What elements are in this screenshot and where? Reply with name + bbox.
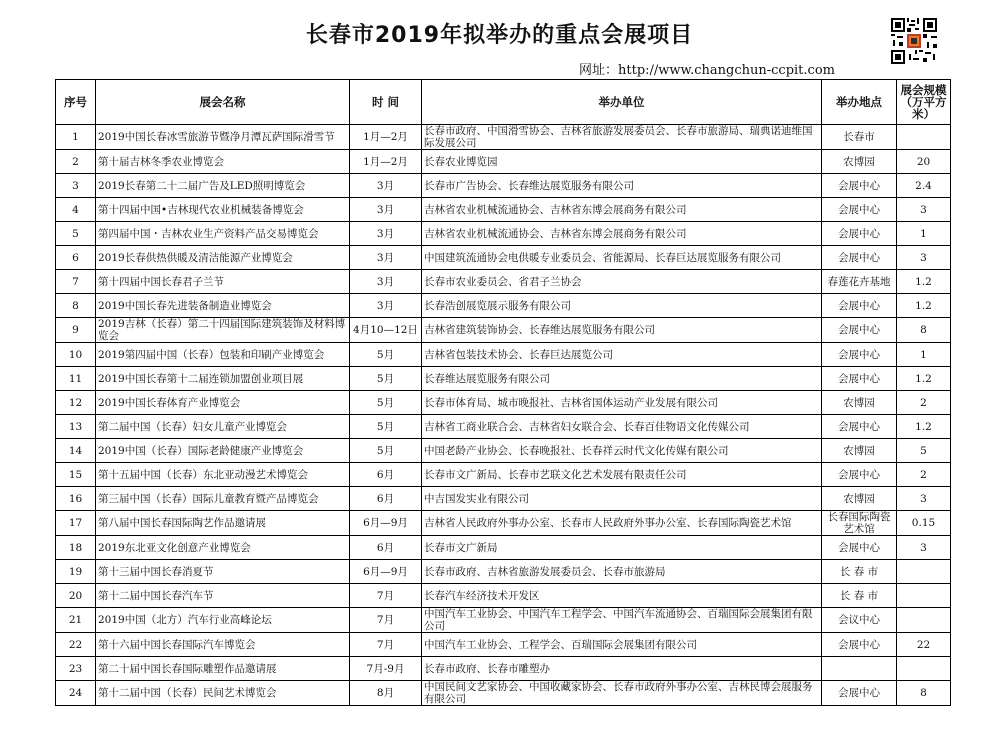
event-time: 3月 [350,198,422,222]
event-name: 2019吉林（长春）第二十四届国际建筑装饰及材料博览会 [96,318,350,343]
table-row [56,657,951,681]
table-row [56,294,951,318]
event-name: 2019长春第二十二届广告及LED照明博览会 [96,174,350,198]
event-place: 会展中心 [822,681,897,706]
event-organizer: 吉林省工商业联合会、吉林省妇女联合会、长春百佳物语文化传媒公司 [422,415,822,439]
row-number: 11 [56,367,96,391]
event-scale [897,608,951,633]
event-scale: 1.2 [897,294,951,318]
event-place: 会展中心 [822,174,897,198]
event-organizer: 长春浩创展览展示服务有限公司 [422,294,822,318]
event-name: 2019中国长春第十二届连锁加盟创业项目展 [96,367,350,391]
event-place: 会展中心 [822,633,897,657]
column-header-name: 展会名称 [96,80,350,125]
event-name: 2019中国长春冰雪旅游节暨净月潭瓦萨国际滑雪节 [96,125,350,150]
event-place: 会展中心 [822,343,897,367]
events-table [55,79,951,706]
table-row [56,463,951,487]
row-number: 21 [56,608,96,633]
event-scale: 3 [897,487,951,511]
event-name: 第十二届中国长春汽车节 [96,584,350,608]
event-time: 6月—9月 [350,560,422,584]
event-time: 5月 [350,367,422,391]
event-place: 农博园 [822,391,897,415]
event-organizer: 长春市农业委员会、省君子兰协会 [422,270,822,294]
table-row [56,511,951,536]
event-organizer: 长春汽车经济技术开发区 [422,584,822,608]
event-scale: 0.15 [897,511,951,536]
table-row [56,246,951,270]
event-place: 农博园 [822,150,897,174]
event-time: 7月-9月 [350,657,422,681]
table-row [56,270,951,294]
row-number: 23 [56,657,96,681]
event-time: 6月 [350,536,422,560]
column-header-organizer: 举办单位 [422,80,822,125]
event-organizer: 长春市政府、吉林省旅游发展委员会、长春市旅游局 [422,560,822,584]
table-row [56,125,951,150]
event-organizer: 长春市体育局、城市晚报社、吉林省国体运动产业发展有限公司 [422,391,822,415]
event-place: 会展中心 [822,294,897,318]
event-time: 5月 [350,439,422,463]
event-place: 会展中心 [822,367,897,391]
event-time: 1月—2月 [350,125,422,150]
event-scale: 2 [897,391,951,415]
event-time: 6月 [350,487,422,511]
event-time: 3月 [350,246,422,270]
event-name: 第二届中国（长春）妇女儿童产业博览会 [96,415,350,439]
event-time: 3月 [350,270,422,294]
row-number: 14 [56,439,96,463]
table-row [56,560,951,584]
event-name: 第十二届中国（长春）民间艺术博览会 [96,681,350,706]
event-name: 第八届中国长春国际陶艺作品邀请展 [96,511,350,536]
event-time: 7月 [350,584,422,608]
row-number: 22 [56,633,96,657]
event-scale: 1 [897,222,951,246]
event-organizer: 中国建筑流通协会电供暖专业委员会、省能源局、长春巨达展览服务有限公司 [422,246,822,270]
row-number: 16 [56,487,96,511]
event-scale: 1.2 [897,415,951,439]
row-number: 8 [56,294,96,318]
event-place: 农博园 [822,487,897,511]
column-header-place: 举办地点 [822,80,897,125]
table-row [56,343,951,367]
event-name: 2019中国（北方）汽车行业高峰论坛 [96,608,350,633]
event-name: 2019长春供热供暖及清洁能源产业博览会 [96,246,350,270]
event-name: 第十五届中国（长春）东北亚动漫艺术博览会 [96,463,350,487]
table-row [56,439,951,463]
event-place: 春莲花卉基地 [822,270,897,294]
event-name: 2019中国长春体育产业博览会 [96,391,350,415]
row-number: 6 [56,246,96,270]
event-name: 第二十届中国长春国际雕塑作品邀请展 [96,657,350,681]
event-name: 第十六届中国长春国际汽车博览会 [96,633,350,657]
table-row [56,222,951,246]
event-place: 长 春 市 [822,560,897,584]
event-place: 会展中心 [822,536,897,560]
event-name: 2019中国（长春）国际老龄健康产业博览会 [96,439,350,463]
row-number: 7 [56,270,96,294]
event-time: 7月 [350,608,422,633]
event-time: 5月 [350,391,422,415]
event-time: 8月 [350,681,422,706]
row-number: 3 [56,174,96,198]
row-number: 4 [56,198,96,222]
event-scale: 8 [897,318,951,343]
table-row [56,391,951,415]
event-place: 会展中心 [822,318,897,343]
event-scale: 22 [897,633,951,657]
row-number: 1 [56,125,96,150]
event-name: 2019中国长春先进装备制造业博览会 [96,294,350,318]
event-organizer: 吉林省农业机械流通协会、吉林省东博会展商务有限公司 [422,198,822,222]
event-scale: 20 [897,150,951,174]
event-scale: 3 [897,246,951,270]
event-name: 2019东北亚文化创意产业博览会 [96,536,350,560]
event-place: 会展中心 [822,246,897,270]
event-time: 3月 [350,174,422,198]
event-name: 第十三届中国长春消夏节 [96,560,350,584]
table-row [56,415,951,439]
row-number: 18 [56,536,96,560]
event-place: 会展中心 [822,415,897,439]
table-header-row [56,80,951,125]
event-organizer: 吉林省建筑装饰协会、长春维达展览服务有限公司 [422,318,822,343]
event-scale: 5 [897,439,951,463]
column-header-scale: 展会规模（万平方米） [897,80,951,125]
event-organizer: 中国汽车工业协会、中国汽车工程学会、中国汽车流通协会、百瑞国际会展集团有限公司 [422,608,822,633]
event-time: 4月10—12日 [350,318,422,343]
event-place: 农博园 [822,439,897,463]
event-name: 第四届中国・吉林农业生产资料产品交易博览会 [96,222,350,246]
row-number: 2 [56,150,96,174]
row-number: 19 [56,560,96,584]
event-scale: 2 [897,463,951,487]
event-scale: 3 [897,536,951,560]
event-time: 5月 [350,343,422,367]
row-number: 17 [56,511,96,536]
row-number: 9 [56,318,96,343]
event-scale [897,657,951,681]
table-row [56,198,951,222]
table-row [56,536,951,560]
row-number: 10 [56,343,96,367]
table-row [56,318,951,343]
column-header-time: 时 间 [350,80,422,125]
table-row [56,487,951,511]
event-scale: 2.4 [897,174,951,198]
row-number: 12 [56,391,96,415]
event-organizer: 中国老龄产业协会、长春晚报社、长春祥云时代文化传媒有限公司 [422,439,822,463]
event-name: 第三届中国（长春）国际儿童教育暨产品博览会 [96,487,350,511]
row-number: 15 [56,463,96,487]
event-place: 长春国际陶瓷艺术馆 [822,511,897,536]
event-organizer: 吉林省农业机械流通协会、吉林省东博会展商务有限公司 [422,222,822,246]
row-number: 5 [56,222,96,246]
event-scale [897,125,951,150]
event-organizer: 长春市政府、中国滑雪协会、吉林省旅游发展委员会、长春市旅游局、瑞典诺迪维国际发展公司 [422,125,822,150]
event-scale: 1.2 [897,367,951,391]
table-row [56,150,951,174]
event-time: 3月 [350,294,422,318]
event-time: 3月 [350,222,422,246]
row-number: 13 [56,415,96,439]
qr-code-image [889,16,939,66]
event-scale: 3 [897,198,951,222]
event-organizer: 吉林省人民政府外事办公室、长春市人民政府外事办公室、长春国际陶瓷艺术馆 [422,511,822,536]
table-row [56,584,951,608]
event-time: 1月—2月 [350,150,422,174]
table-row [56,367,951,391]
event-scale: 8 [897,681,951,706]
event-place: 长 春 市 [822,584,897,608]
event-scale [897,560,951,584]
event-organizer: 中国汽车工业协会、工程学会、百瑞国际会展集团有限公司 [422,633,822,657]
event-place: 长春市 [822,125,897,150]
event-scale: 1.2 [897,270,951,294]
event-name: 第十四届中国•吉林现代农业机械装备博览会 [96,198,350,222]
table-row [56,174,951,198]
table-row [56,608,951,633]
event-time: 6月—9月 [350,511,422,536]
table-row [56,633,951,657]
event-place: 会展中心 [822,198,897,222]
event-organizer: 长春市政府、长春市雕塑办 [422,657,822,681]
event-organizer: 长春市文广新局、长春市艺联文化艺术发展有限责任公司 [422,463,822,487]
event-organizer: 长春农业博览园 [422,150,822,174]
event-organizer: 吉林省包装技术协会、长春巨达展览公司 [422,343,822,367]
event-place: 会展中心 [822,463,897,487]
event-time: 7月 [350,633,422,657]
event-place: 会展中心 [822,222,897,246]
event-place: 会议中心 [822,608,897,633]
column-header-no: 序号 [56,80,96,125]
event-time: 5月 [350,415,422,439]
event-name: 第十届吉林冬季农业博览会 [96,150,350,174]
table-row [56,681,951,706]
event-time: 6月 [350,463,422,487]
event-name: 第十四届中国长春君子兰节 [96,270,350,294]
event-scale: 1 [897,343,951,367]
event-organizer: 中吉国发实业有限公司 [422,487,822,511]
event-name: 2019第四届中国（长春）包装和印刷产业博览会 [96,343,350,367]
event-organizer: 长春市文广新局 [422,536,822,560]
event-organizer: 长春市广告协会、长春维达展览服务有限公司 [422,174,822,198]
row-number: 24 [56,681,96,706]
event-scale [897,584,951,608]
event-place [822,657,897,681]
event-organizer: 中国民间文艺家协会、中国收藏家协会、长春市政府外事办公室、吉林民博会展服务有限公司 [422,681,822,706]
website-url: 网址：http://www.changchun-ccpit.com [579,63,835,78]
row-number: 20 [56,584,96,608]
page-title: 长春市2019年拟举办的重点会展项目 [305,23,694,48]
event-organizer: 长春维达展览服务有限公司 [422,367,822,391]
